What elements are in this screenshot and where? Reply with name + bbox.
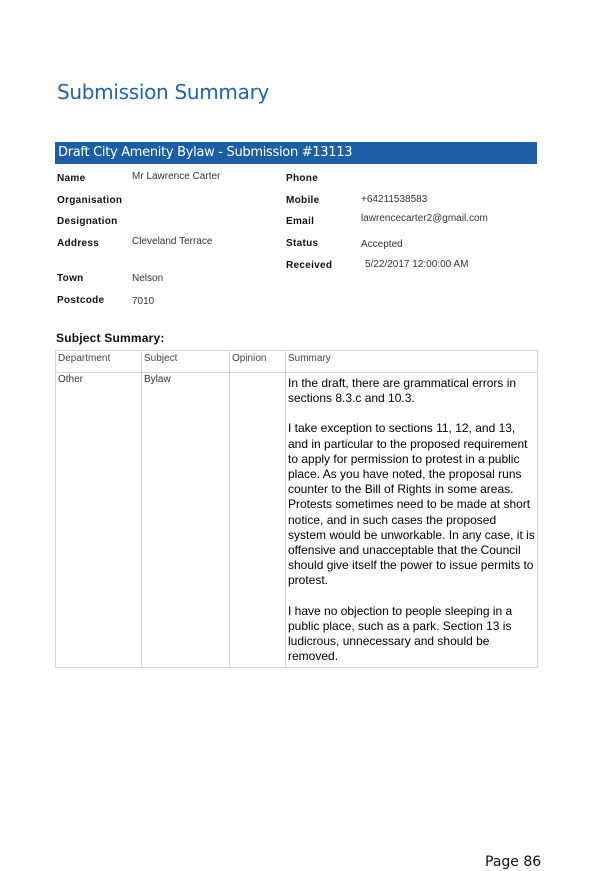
mobile-value: +64211538583 [361,194,428,205]
page-title: Submission Summary [57,80,270,104]
submission-banner: Draft City Amenity Bylaw - Submission #13113 [55,142,537,164]
phone-label: Phone [286,173,319,184]
status-label: Status [286,238,319,249]
column-header-subject: Subject [142,351,230,373]
page-number: Page 86 [485,854,542,870]
town-label: Town [57,273,84,284]
email-value: lawrencecarter2@gmail.com [361,213,488,224]
received-label: Received [286,260,333,271]
designation-label: Designation [57,216,118,227]
cell-summary [286,373,538,668]
cell-department: Other [56,373,142,668]
status-value: Accepted [361,239,403,250]
summary-paragraph: I take exception to sections 11, 12, and 13, and in particular to the proposed requirement to apply for permission to protest in a public place. As you have noted, the proposal runs counter to the Bill of Rights in some areas. Protests sometimes need to be made at short notice, and in such cases the proposed system would be unworkable. In any case, it is offensive and unacceptable that the Council should give itself the power to issue permits to protest. [288,421,535,588]
received-value: 5/22/2017 12:00:00 AM [365,259,469,270]
cell-subject: Bylaw [142,373,230,668]
address-value: Cleveland Terrace [132,236,213,247]
column-header-summary: Summary [286,351,538,373]
subject-summary-table [55,350,538,668]
column-header-opinion: Opinion [230,351,286,373]
name-label: Name [57,173,86,184]
mobile-label: Mobile [286,195,320,206]
table-header-row [56,351,538,373]
summary-paragraph: In the draft, there are grammatical errors in sections 8.3.c and 10.3. [288,376,517,406]
subject-summary-heading: Subject Summary: [56,331,165,345]
address-label: Address [57,238,100,249]
cell-opinion [230,373,286,668]
summary-paragraph: I have no objection to people sleeping in a public place, such as a park. Section 13 is ludicrous, unnecessary and should be removed. [288,603,513,664]
organisation-label: Organisation [57,195,123,206]
table-row [56,373,538,668]
postcode-label: Postcode [57,295,105,306]
column-header-department: Department [56,351,142,373]
name-value: Mr Lawrence Carter [132,171,221,182]
town-value: Nelson [132,273,164,284]
postcode-value: 7010 [132,296,155,307]
email-label: Email [286,216,315,227]
